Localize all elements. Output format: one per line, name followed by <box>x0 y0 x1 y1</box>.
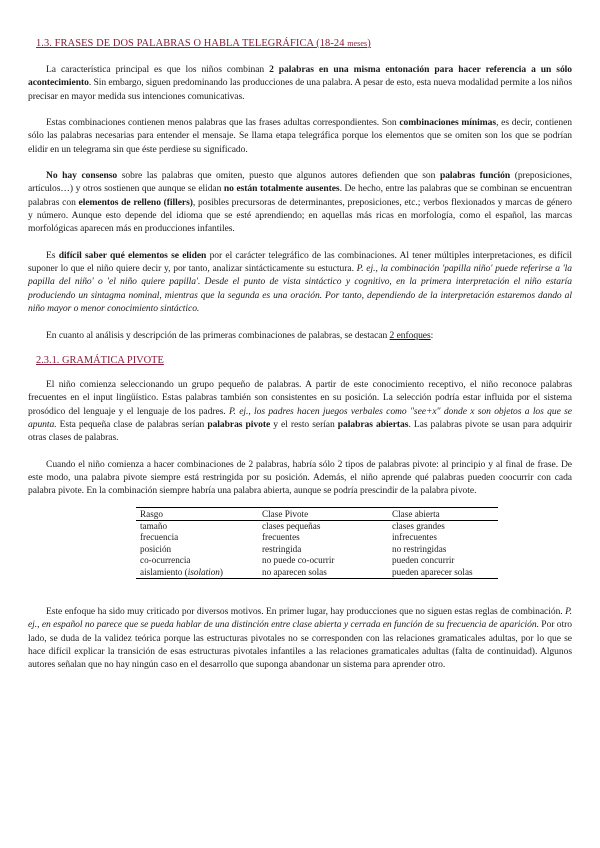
table-cell: no puede co-ocurrir <box>262 555 335 566</box>
table-header: Clase Pivote <box>258 507 388 520</box>
paragraph-1: La característica principal es que los niños combinan 2 palabras en una misma entonación para hacer referencia a un sólo acontecimiento. Sin embargo, siguen predominando las producciones de una palabra. A pesar de esto, esta nueva modalidad permite a los niños precisar en mayor medida sus intenciones comunicativas. <box>28 64 572 102</box>
table-row <box>136 532 498 544</box>
table-cell: aislamiento (isolation) <box>136 567 258 579</box>
table-header-row <box>136 507 498 520</box>
table-cell: frecuencia <box>140 532 179 543</box>
table-header: Clase abierta <box>388 507 498 520</box>
table-cell: clases pequeñas <box>262 520 321 531</box>
paragraph-6: El niño comienza seleccionando un grupo pequeño de palabras. A partir de este conocimiento receptivo, el niño reconoce palabras frecuentes en el input lingüístico. Estas palabras también son consistentes en su posición. La selección podría estar influida por el sistema prosódico del lenguaje y el lenguaje de los padres. P. ej., los padres hacen juegos verbales como "see+x" donde x son objetos a los que se apunta. Esta pequeña clase de palabras serían palabras pivote y el resto serían palabras abiertas. Las palabras pivote se usan para adquirir otras clases de palabras. <box>28 378 573 444</box>
table-cell: pueden concurrir <box>392 555 455 566</box>
table-cell: pueden aparecer solas <box>388 567 498 579</box>
table-cell: tamaño <box>140 520 168 531</box>
section-heading: 1.3. FRASES DE DOS PALABRAS O HABLA TELEGRÁFICA (18-24 meses) <box>36 38 371 49</box>
table-cell: posición <box>140 543 172 554</box>
paragraph-5: En cuanto al análisis y descripción de las primeras combinaciones de palabras, se destacan 2 enfoques: <box>46 329 434 341</box>
subsection-heading: 2.3.1. GRAMÁTICA PIVOTE <box>36 354 164 366</box>
table-row <box>136 544 498 556</box>
table-cell: restringida <box>262 543 302 554</box>
pivot-grammar-table <box>136 507 498 580</box>
table-cell: co-ocurrencia <box>140 555 191 566</box>
paragraph-4: Es difícil saber qué elementos se eliden por el carácter telegráfico de las combinaciones. Al tener múltiples interpretaciones, es difícil suponer lo que el niño quiere decir y, por tanto, analizar sintácticamente su estuctura. P. ej., la combinación 'papilla niño' puede referirse a 'la papilla del niño' o 'el niño quiere papilla'. Desde el punto de vista sintáctico y cognitivo, en la primera interpretación el niño estaría produciendo un sintagma nominal, mientras que la segunda es una oración. Por tanto, dependiendo de la interpretación estaremos dando al niño mayor o menor conocimiento sintáctico. <box>28 249 572 315</box>
table-cell: no aparecen solas <box>258 567 388 579</box>
document-page <box>28 38 572 685</box>
table-cell: frecuentes <box>262 532 300 543</box>
table-row <box>136 555 498 567</box>
table-cell: clases grandes <box>392 520 445 531</box>
paragraph-2: Estas combinaciones contienen menos palabras que las frases adultas correspondientes. Son combinaciones mínimas, es decir, contienen sólo las palabras necesarias para entender el mensaje. Se llama etapa telegráfica porque los elementos que se omiten son los que se podrían elidir en un telegrama sin que éste perdiese su significado. <box>28 117 572 155</box>
table-row <box>136 567 498 579</box>
table-header: Rasgo <box>136 507 258 520</box>
paragraph-3: No hay consenso sobre las palabras que omiten, puesto que algunos autores defienden que son palabras función (preposiciones, artículos…) y otros sostienen que aunque se elidan no están totalmente ausentes. De hecho, entre las palabras que se combinan se encuentran palabras con elementos de relleno (fillers), posibles precursoras de determinantes, preposiciones, etc.; verbos flexionados y marcas de género y número. Aunque esto depende del idioma que se esté aprendiendo; en aquellas más ricas en morfología, como el español, las marcas morfológicas aparecen más en producciones infantiles. <box>28 170 573 235</box>
paragraph-8: Este enfoque ha sido muy criticado por diversos motivos. En primer lugar, hay producciones que no siguen estas reglas de combinación. P. ej., en español no parece que se pueda hablar de una distinción entre clase abierta y cerrada en función de su frecuencia de aparición. Por otro lado, se duda de la validez teórica porque las estructuras pivotales no se corresponden con las relaciones gramaticales adultas, por lo que se hace difícil explicar la transición de esas estructuras pivotales infantiles a las relaciones gramaticales adultas (falta de continuidad). Algunos autores señalan que no hay ningún caso en el desarrollo que suponga abandonar un sistema para aprender otro. <box>28 606 572 671</box>
paragraph-7: Cuando el niño comienza a hacer combinaciones de 2 palabras, habría sólo 2 tipos de palabras pivote: al principio y al final de frase. De este modo, una palabra pivote siempre está restringida por su posición. Además, el niño aprende qué palabras pueden coocurrir con cada palabra pivote. En la combinación siempre habría una palabra abierta, aunque se podría prescindir de la palabra pivote. <box>28 458 572 497</box>
table-row <box>136 520 498 532</box>
table-cell: infrecuentes <box>392 532 437 543</box>
table-cell: no restringidas <box>392 543 447 554</box>
